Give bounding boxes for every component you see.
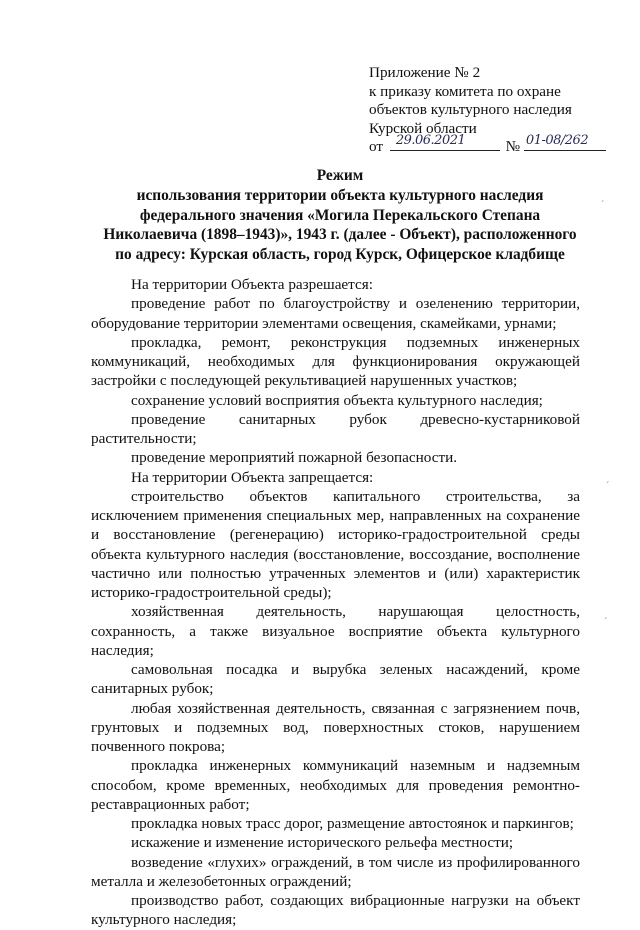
- annex-order-ref: к приказу комитета по охране: [369, 82, 561, 100]
- list-item: прокладка инженерных коммуникаций наземным и надземным способом, кроме временных, необходимых для проведения ремонтно-реставрационных работ;: [91, 757, 580, 813]
- from-label: от: [369, 138, 384, 156]
- list-item: хозяйственная деятельность, нарушающая целостность, сохранность, а также визуальное восприятие объекта культурного наследия;: [91, 603, 580, 659]
- annex-committee: объектов культурного наследия: [369, 101, 572, 119]
- annex-region: Курской области: [369, 119, 477, 137]
- list-item: сохранение условий восприятия объекта культурного наследия;: [131, 391, 543, 409]
- annex-title: Приложение № 2: [369, 64, 481, 81]
- date-field: [390, 132, 500, 151]
- handwritten-date: 29.06.2021: [395, 132, 466, 148]
- annex-header: [369, 64, 619, 157]
- list-item: любая хозяйственная деятельность, связанная с загрязнением почв, грунтовых и подземных вод, поверхностных стоков, нарушением почвенного покрова;: [91, 699, 580, 755]
- document-body: [91, 275, 580, 930]
- list-item: прокладка новых трасс дорог, размещение автостоянок и паркингов;: [131, 815, 574, 832]
- list-item: производство работ, создающих вибрационные нагрузки на объект культурного наследия;: [91, 892, 580, 929]
- number-field: [524, 132, 606, 151]
- order-date-number-line: [369, 132, 619, 157]
- section-heading-allowed: На территории Объекта разрешается:: [131, 276, 373, 293]
- list-item: проведение санитарных рубок древесно-кустарниковой растительности;: [91, 410, 580, 447]
- scan-mark: ˊ: [601, 200, 605, 211]
- list-item: проведение работ по благоустройству и озеленению территории, оборудование территории элементами освещения, скамейками, урнами;: [91, 295, 580, 332]
- list-item: проведение мероприятий пожарной безопасности.: [131, 449, 458, 467]
- title-line-1: Режим: [316, 167, 364, 184]
- title-line-5: по адресу: Курская область, город Курск, Офицерское кладбище: [115, 246, 565, 264]
- title-line-2: использования территории объекта культурного наследия: [136, 186, 544, 204]
- title-line-3: федерального значения «Могила Перекальского Степана: [139, 206, 541, 224]
- list-item: строительство объектов капитального строительства, за исключением применения специальных мер, направленных на сохранение и восстановление (регенерацию) историко-градостроительной среды объекта культурного наследия (восстановление, воссоздание, восполнение частично или полностью утраченных элементов и (или) характеристик историко-градостроительной среды);: [91, 487, 580, 601]
- list-item: возведение «глухих» ограждений, в том числе из профилированного металла и железобетонных ограждений;: [91, 853, 580, 890]
- list-item: искажение и изменение исторического рельефа местности;: [131, 834, 514, 852]
- list-item: прокладка, ремонт, реконструкция подземных инженерных коммуникаций, необходимых для функционирования окружающей застройки с последующей рекультивацией нарушенных участков;: [91, 333, 580, 390]
- scan-mark: ˊ: [606, 481, 610, 492]
- scan-mark: ˊ: [604, 617, 608, 628]
- document-title: [60, 166, 620, 265]
- title-line-4: Николаевича (1898–1943)», 1943 г. (далее - Объект), расположенного: [103, 226, 577, 244]
- number-label: №: [505, 138, 521, 156]
- list-item: самовольная посадка и вырубка зеленых насаждений, кроме санитарных рубок;: [91, 661, 580, 698]
- section-heading-prohibited: На территории Объекта запрещается:: [131, 468, 374, 486]
- handwritten-number: 01-08/262: [525, 132, 589, 148]
